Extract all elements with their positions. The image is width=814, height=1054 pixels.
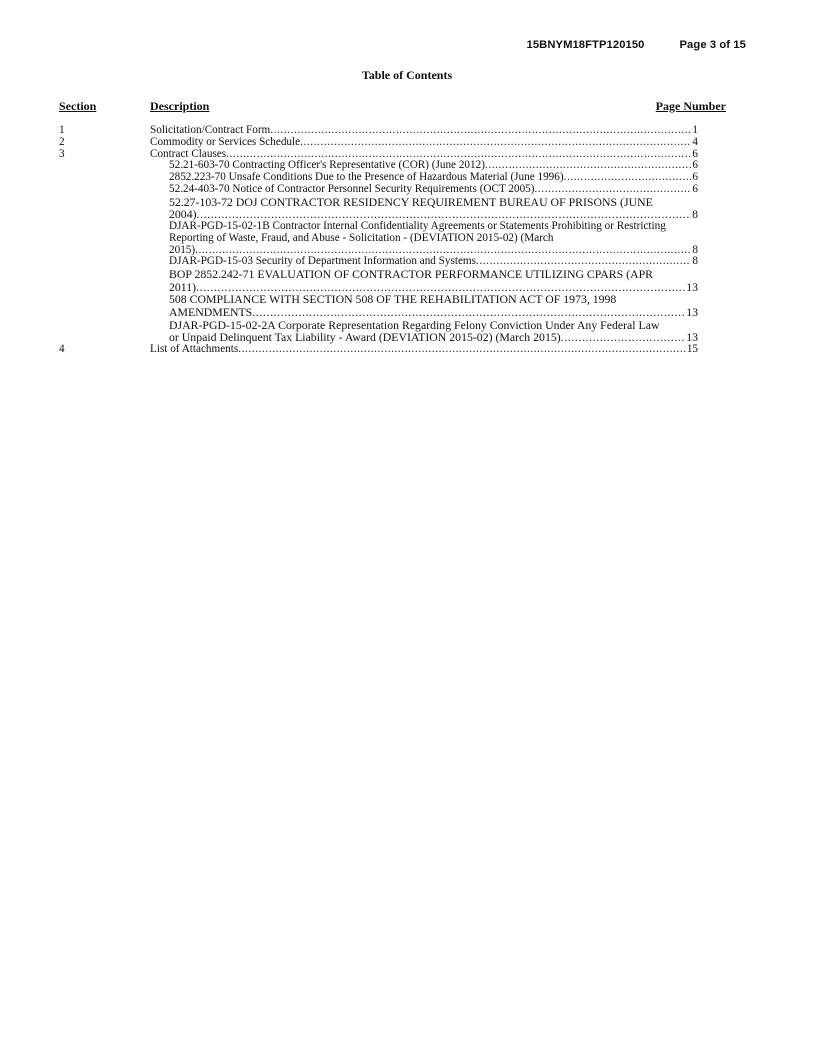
toc-entry[interactable] <box>150 149 698 161</box>
toc-subentry[interactable] <box>169 293 698 318</box>
section-number: 3 <box>59 147 65 160</box>
toc-title: Table of Contents <box>361 68 453 82</box>
entry-page: 8 <box>692 243 698 256</box>
toc-row <box>0 256 814 268</box>
entry-title-wrapped: DJAR-PGD-15-02-1B Contractor Internal Confidentiality Agreements or Statements Prohibiting or Restricting Reporting of Waste, Fraud, and Abuse - Solicitation - (DEVIATION 2015-02) (March <box>169 220 666 244</box>
entry-title: 52.24-403-70 Notice of Contractor Personnel Security Requirements (OCT 2005) <box>169 183 535 195</box>
section-number: 2 <box>59 135 65 148</box>
dot-leader <box>238 344 686 356</box>
dot-leader <box>564 172 692 184</box>
dot-leader <box>226 149 691 161</box>
entry-page: 4 <box>692 136 698 148</box>
entry-title-wrapped: 508 COMPLIANCE WITH SECTION 508 OF THE REHABILITATION ACT OF 1973, 1998 <box>169 293 617 307</box>
dot-leader <box>476 256 691 268</box>
entry-title-wrapped: BOP 2852.242-71 EVALUATION OF CONTRACTOR PERFORMANCE UTILIZING CPARS (APR <box>169 268 654 282</box>
entry-page: 8 <box>692 207 698 221</box>
dot-leader <box>485 160 691 172</box>
column-header-page-number: Page Number <box>655 99 726 113</box>
entry-page: 8 <box>692 256 698 268</box>
entry-page: 6 <box>692 183 698 195</box>
entry-title-wrapped: DJAR-PGD-15-02-2A Corporate Representation Regarding Felony Conviction Under Any Federal Law <box>169 318 660 332</box>
toc-row <box>0 149 814 161</box>
toc-row <box>0 172 814 184</box>
toc-row <box>0 160 814 172</box>
entry-title: 2852.223-70 Unsafe Conditions Due to the Presence of Hazardous Material (June 1996) <box>169 172 564 184</box>
toc-subentry[interactable] <box>169 221 698 256</box>
entry-title-wrapped: 52.27-103-72 DOJ CONTRACTOR RESIDENCY REQUIREMENT BUREAU OF PRISONS (JUNE <box>169 195 653 209</box>
entry-title: Commodity or Services Schedule <box>150 136 301 148</box>
toc-row <box>0 344 814 356</box>
entry-page: 1 <box>692 125 698 136</box>
entry-page: 13 <box>686 279 698 294</box>
toc-subentry[interactable] <box>169 160 698 172</box>
entry-page: 13 <box>686 304 698 319</box>
toc-list <box>0 125 814 356</box>
entry-title-tail: 2015) <box>169 243 196 256</box>
entry-page: 6 <box>692 160 698 172</box>
entry-title: Contract Clauses <box>150 148 227 160</box>
entry-title-tail: 2004) <box>169 207 197 221</box>
dot-leader <box>197 208 692 221</box>
column-header-section: Section <box>59 99 97 113</box>
entry-title: DJAR-PGD-15-03 Security of Department Information and Systems <box>169 256 476 268</box>
toc-row <box>0 221 814 256</box>
entry-page: 15 <box>686 343 698 355</box>
dot-leader <box>561 331 686 344</box>
entry-title: 52.21-603-70 Contracting Officer's Representative (COR) (June 2012) <box>169 160 485 172</box>
page-header <box>527 39 747 51</box>
toc-subentry[interactable] <box>169 256 698 268</box>
toc-subentry[interactable] <box>169 196 698 221</box>
entry-page: 13 <box>686 330 698 344</box>
toc-row <box>0 319 814 344</box>
toc-row <box>0 184 814 196</box>
page-indicator: Page 3 of 15 <box>679 39 746 51</box>
entry-page: 6 <box>692 172 698 184</box>
toc-row <box>0 293 814 318</box>
toc-entry[interactable] <box>150 125 698 137</box>
entry-title: List of Attachments <box>150 343 239 355</box>
section-number: 4 <box>59 342 65 355</box>
entry-title-tail: 2011) <box>169 279 197 294</box>
entry-page: 6 <box>692 148 698 160</box>
dot-leader <box>300 137 691 149</box>
toc-subentry[interactable] <box>169 184 698 196</box>
toc-subentry[interactable] <box>169 172 698 184</box>
dot-leader <box>195 245 691 257</box>
dot-leader <box>196 281 685 294</box>
document-number: 15BNYM18FTP120150 <box>526 39 645 51</box>
dot-leader <box>252 306 685 319</box>
entry-title-tail: or Unpaid Delinquent Tax Liability - Award (DEVIATION 2015-02) (March 2015) <box>169 330 561 344</box>
toc-entry[interactable] <box>150 344 698 356</box>
column-header-description: Description <box>150 99 210 113</box>
dot-leader <box>535 184 692 196</box>
toc-subentry[interactable] <box>169 268 698 293</box>
toc-subentry[interactable] <box>169 319 698 344</box>
toc-entry[interactable] <box>150 137 698 149</box>
toc-row <box>0 196 814 221</box>
dot-leader <box>270 125 691 137</box>
entry-title: Solicitation/Contract Form <box>150 125 271 136</box>
toc-row <box>0 125 814 137</box>
toc-row <box>0 137 814 149</box>
toc-row <box>0 268 814 293</box>
section-number: 1 <box>59 124 65 136</box>
entry-title-tail: AMENDMENTS <box>169 304 253 319</box>
